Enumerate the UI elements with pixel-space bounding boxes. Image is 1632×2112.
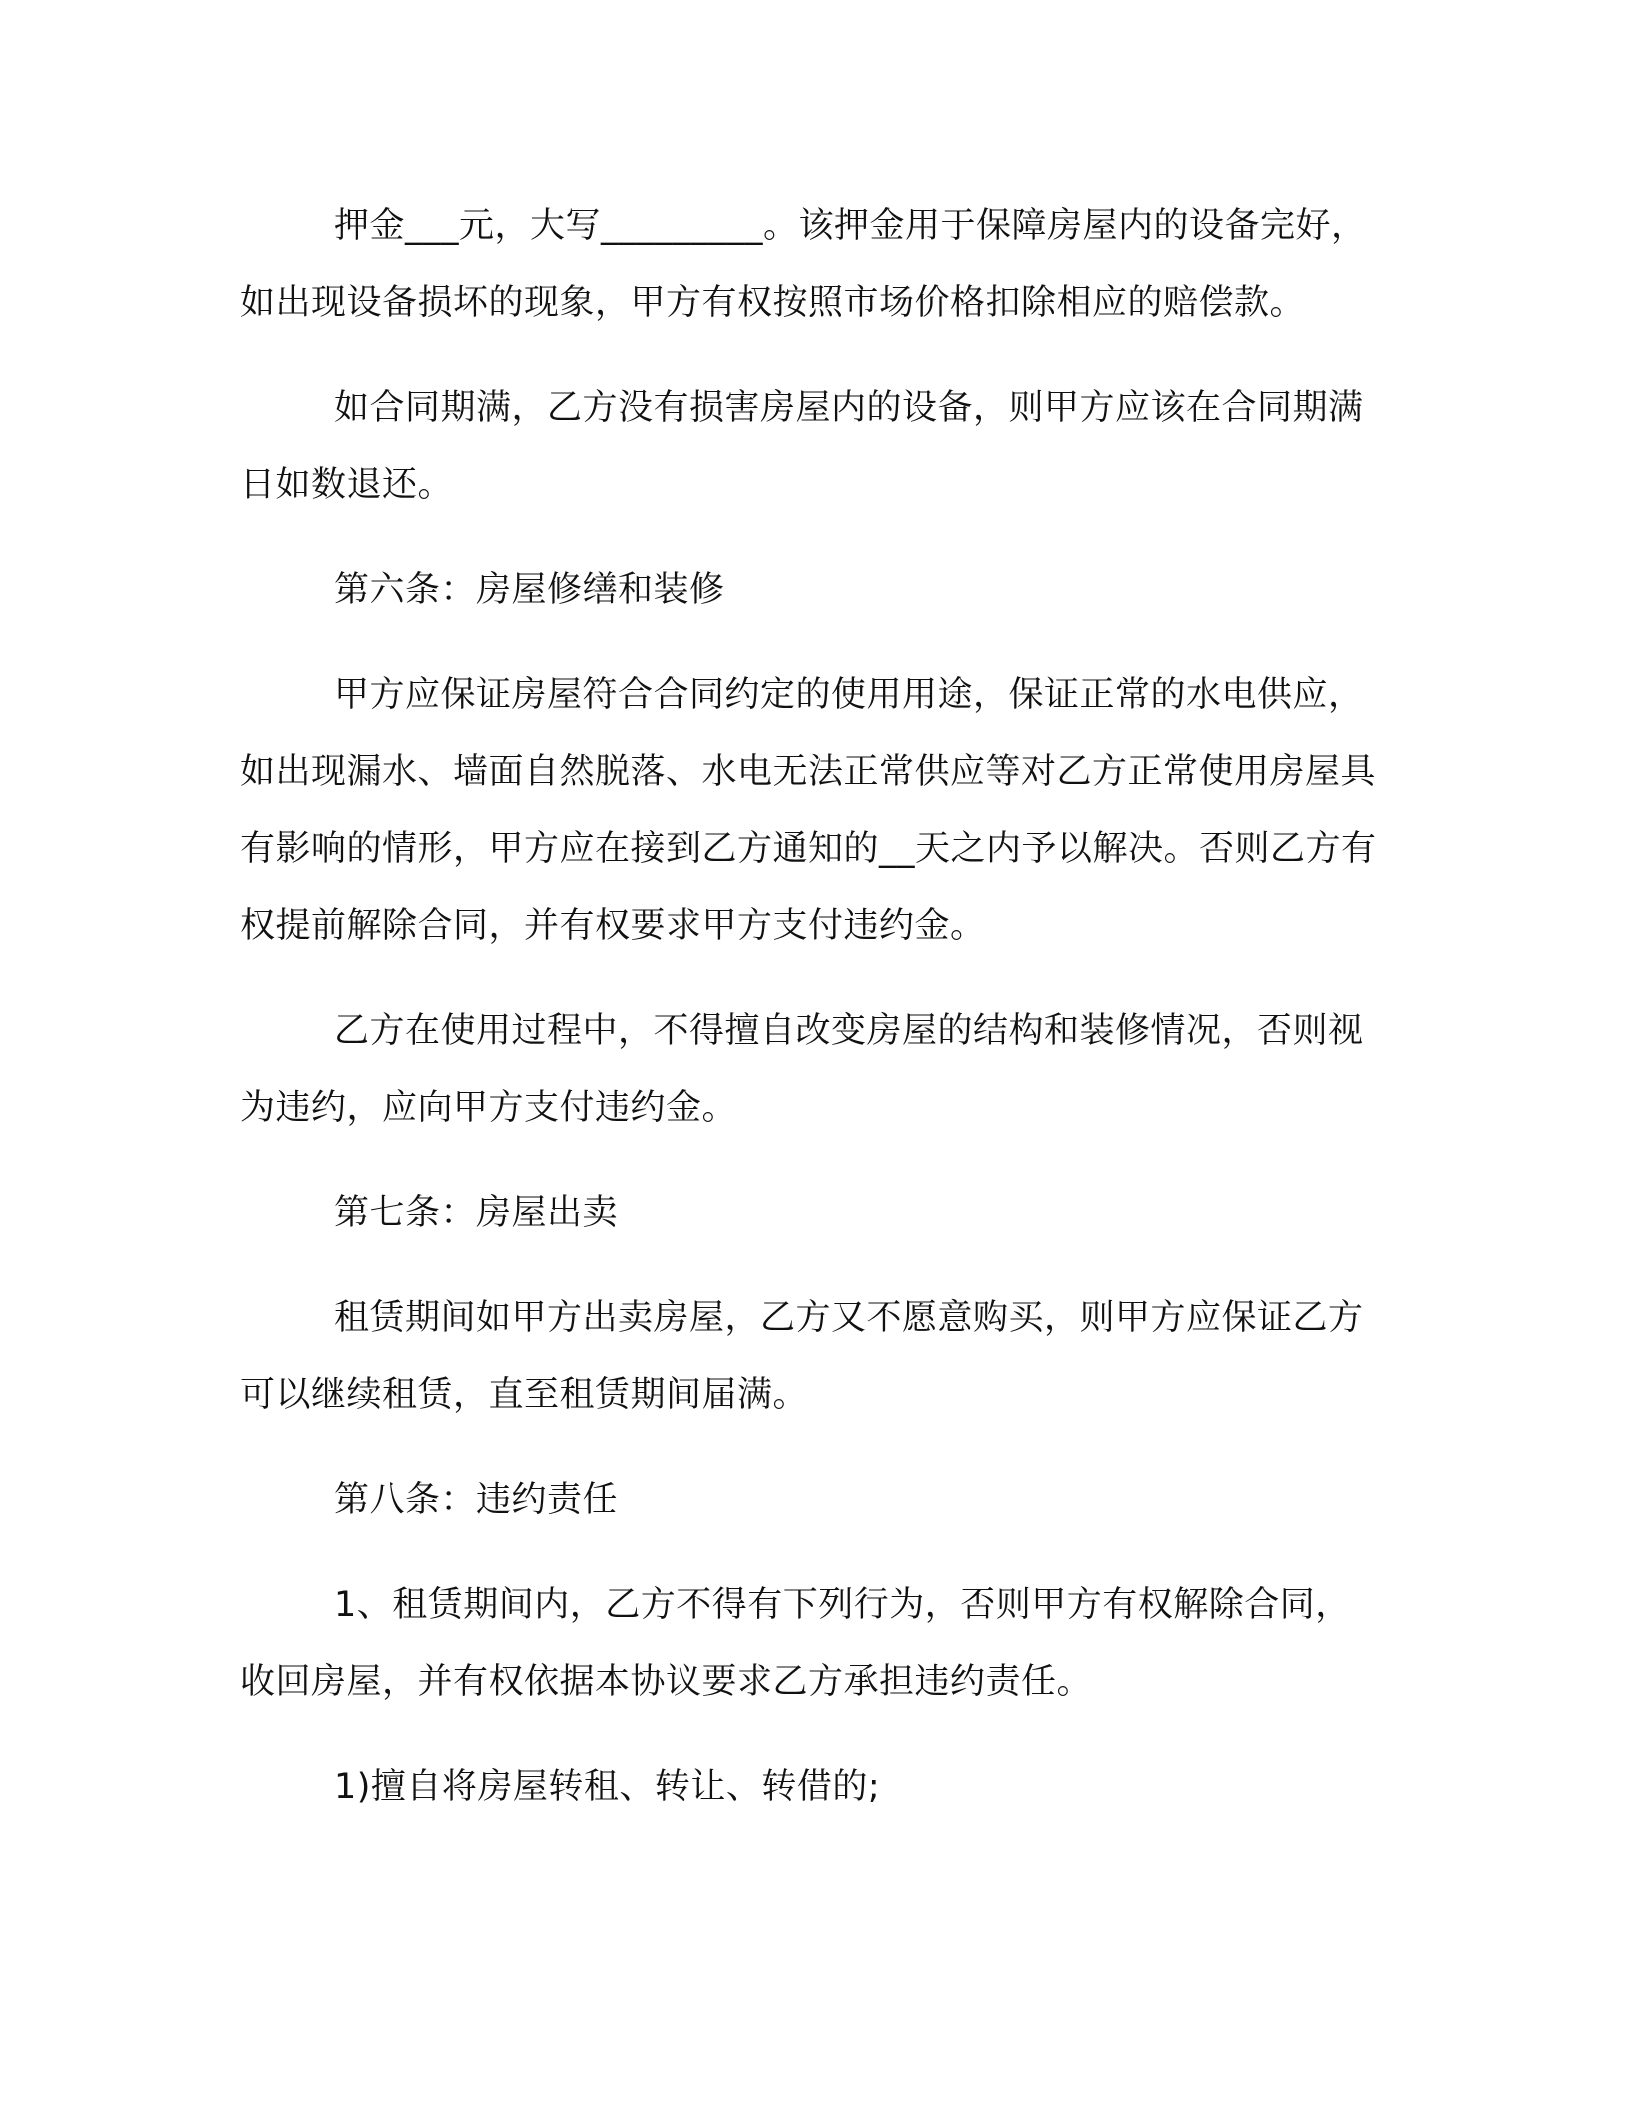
paragraph-deposit-refund: 如合同期满，乙方没有损害房屋内的设备，则甲方应该在合同期满日如数退还。 (240, 388, 1364, 505)
paragraph-breach-1-item-1: 1)擅自将房屋转租、转让、转借的; (334, 1767, 881, 1807)
paragraph-breach-1: 1、租赁期间内，乙方不得有下列行为，否则甲方有权解除合同，收回房屋，并有权依据本协议要求乙方承担违约责任。 (240, 1585, 1351, 1702)
document-page (240, 188, 1380, 1854)
paragraph-landlord-repair: 甲方应保证房屋符合合同约定的使用用途，保证正常的水电供应，如出现漏水、墙面自然脱落、水电无法正常供应等对乙方正常使用房屋具有影响的情形，甲方应在接到乙方通知的__天之内予以解决。否则乙方有权提前解除合同，并有权要求甲方支付违约金。 (240, 675, 1377, 946)
article-6-heading: 第六条：房屋修缮和装修 (334, 570, 725, 610)
paragraph-house-sale: 租赁期间如甲方出卖房屋，乙方又不愿意购买，则甲方应保证乙方可以继续租赁，直至租赁期间届满。 (240, 1298, 1364, 1415)
paragraph-tenant-alteration: 乙方在使用过程中，不得擅自改变房屋的结构和装修情况，否则视为违约，应向甲方支付违约金。 (240, 1011, 1364, 1128)
article-8-heading: 第八条：违约责任 (334, 1480, 619, 1520)
paragraph-deposit: 押金___元，大写_________。该押金用于保障房屋内的设备完好，如出现设备损坏的现象，甲方有权按照市场价格扣除相应的赔偿款。 (240, 206, 1367, 323)
article-7-heading: 第七条：房屋出卖 (334, 1193, 619, 1233)
